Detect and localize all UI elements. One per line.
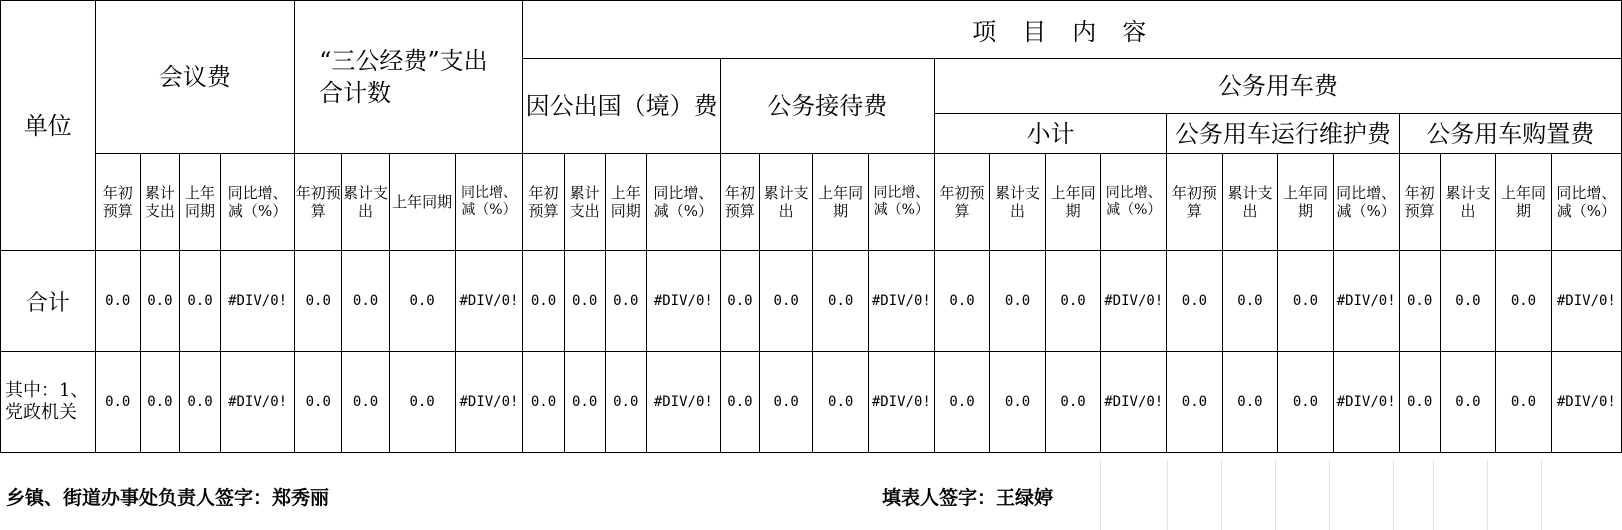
subheader-last-year: 上年同期 [605, 154, 646, 251]
table-cell: #DIV/0! [1551, 251, 1621, 352]
grid-line [1275, 460, 1276, 530]
table-cell: #DIV/0! [455, 251, 523, 352]
subheader-yoy: 同比增、减（%） [1333, 154, 1399, 251]
header-abroad-fee: 因公出国（境）费 [523, 59, 720, 154]
table-cell: #DIV/0! [1333, 352, 1399, 453]
table-row-total [1, 251, 1622, 352]
table-cell: 0.0 [1222, 352, 1278, 453]
table-cell: 0.0 [140, 251, 179, 352]
subheader-budget: 年初预算 [523, 154, 564, 251]
header-sanggong-total: “三公经费”支出 合计数 [295, 1, 523, 154]
subheader-yoy: 同比增、减（%） [221, 154, 295, 251]
subheader-spent: 累计支出 [1440, 154, 1496, 251]
table-cell: 0.0 [720, 352, 759, 453]
table-cell: 0.0 [523, 251, 564, 352]
table-cell: #DIV/0! [646, 352, 720, 453]
table-cell: 0.0 [1045, 352, 1101, 453]
subheader-yoy: 同比增、减（%） [1101, 154, 1167, 251]
table-cell: 0.0 [140, 352, 179, 453]
subheader-yoy: 同比增、减（%） [455, 154, 523, 251]
header-vehicle-subtotal: 小计 [934, 114, 1166, 154]
table-cell: #DIV/0! [455, 352, 523, 453]
table-cell: 0.0 [1496, 251, 1552, 352]
subheader-spent: 累计支出 [759, 154, 812, 251]
table-cell: 0.0 [1399, 352, 1440, 453]
table-row-party-gov [1, 352, 1622, 453]
subheader-budget: 年初预算 [934, 154, 990, 251]
subheader-yoy: 同比增、减（%） [1551, 154, 1621, 251]
subheader-last-year: 上年同期 [1496, 154, 1552, 251]
grid-line [1329, 460, 1330, 530]
subheader-spent: 累计支出 [1222, 154, 1278, 251]
table-cell: 0.0 [295, 251, 342, 352]
header-reception-fee: 公务接待费 [720, 59, 934, 154]
grid-line [1393, 460, 1394, 530]
header-vehicle-purchase: 公务用车购置费 [1399, 114, 1621, 154]
table-cell: 0.0 [813, 251, 869, 352]
table-cell: 0.0 [95, 251, 140, 352]
table-cell: 0.0 [342, 251, 389, 352]
subheader-last-year: 上年同期 [1278, 154, 1334, 251]
table-cell: 0.0 [1167, 352, 1223, 453]
row-unit-total: 合计 [1, 251, 96, 352]
table-cell: 0.0 [179, 251, 220, 352]
subheader-spent: 累计支出 [342, 154, 389, 251]
header-project-content: 项目内容 [523, 1, 1622, 59]
subheader-budget: 年初预算 [720, 154, 759, 251]
grid-line [1433, 460, 1434, 530]
table-cell: 0.0 [1440, 251, 1496, 352]
subheader-last-year: 上年同期 [389, 154, 455, 251]
table-cell: 0.0 [389, 251, 455, 352]
subheader-yoy: 同比增、减（%） [868, 154, 934, 251]
table-cell: 0.0 [605, 352, 646, 453]
table-cell: 0.0 [389, 352, 455, 453]
table-cell: 0.0 [1440, 352, 1496, 453]
subheader-yoy: 同比增、减（%） [646, 154, 720, 251]
subheader-spent: 累计支出 [990, 154, 1046, 251]
table-cell: 0.0 [1496, 352, 1552, 453]
table-cell: 0.0 [813, 352, 869, 453]
grid-line [1541, 460, 1542, 530]
grid-line [1487, 460, 1488, 530]
table-cell: 0.0 [564, 251, 605, 352]
table-cell: 0.0 [934, 352, 990, 453]
table-cell: #DIV/0! [868, 352, 934, 453]
subheader-budget: 年初预算 [295, 154, 342, 251]
table-cell: #DIV/0! [1333, 251, 1399, 352]
header-unit: 单位 [1, 1, 96, 251]
subheader-last-year: 上年同期 [179, 154, 220, 251]
table-cell: #DIV/0! [646, 251, 720, 352]
table-cell: #DIV/0! [1101, 352, 1167, 453]
table-cell: 0.0 [990, 352, 1046, 453]
header-vehicle-fee: 公务用车费 [934, 59, 1621, 114]
table-cell: #DIV/0! [1101, 251, 1167, 352]
table-cell: #DIV/0! [221, 251, 295, 352]
table-cell: 0.0 [523, 352, 564, 453]
table-cell: 0.0 [720, 251, 759, 352]
table-cell: 0.0 [1399, 251, 1440, 352]
header-meeting-fee: 会议费 [95, 1, 295, 154]
subheader-last-year: 上年同期 [813, 154, 869, 251]
subheader-budget: 年初预算 [95, 154, 140, 251]
subheader-row [1, 154, 1622, 251]
table-cell: 0.0 [179, 352, 220, 453]
table-cell: 0.0 [990, 251, 1046, 352]
table-cell: 0.0 [1278, 251, 1334, 352]
subheader-budget: 年初预算 [1167, 154, 1223, 251]
filler-signature: 填表人签字：王绿婷 [882, 487, 1054, 509]
subheader-spent: 累计支出 [564, 154, 605, 251]
grid-line [1100, 460, 1101, 530]
table-cell: 0.0 [605, 251, 646, 352]
table-cell: 0.0 [1045, 251, 1101, 352]
table-cell: 0.0 [934, 251, 990, 352]
subheader-last-year: 上年同期 [1045, 154, 1101, 251]
subheader-budget: 年初预算 [1399, 154, 1440, 251]
leader-signature: 乡镇、街道办事处负责人签字：郑秀丽 [6, 487, 330, 509]
table-cell: #DIV/0! [221, 352, 295, 453]
table-cell: #DIV/0! [1551, 352, 1621, 453]
table-cell: 0.0 [1222, 251, 1278, 352]
table-cell: 0.0 [1278, 352, 1334, 453]
table-cell: #DIV/0! [868, 251, 934, 352]
table-cell: 0.0 [342, 352, 389, 453]
table-cell: 0.0 [95, 352, 140, 453]
grid-line [1167, 460, 1168, 530]
table-cell: 0.0 [759, 251, 812, 352]
table-cell: 0.0 [295, 352, 342, 453]
table-cell: 0.0 [1167, 251, 1223, 352]
subheader-spent: 累计支出 [140, 154, 179, 251]
grid-line [1221, 460, 1222, 530]
row-unit-party-gov: 其中：1、党政机关 [1, 352, 96, 453]
table-cell: 0.0 [759, 352, 812, 453]
table-cell: 0.0 [564, 352, 605, 453]
header-vehicle-running: 公务用车运行维护费 [1167, 114, 1399, 154]
